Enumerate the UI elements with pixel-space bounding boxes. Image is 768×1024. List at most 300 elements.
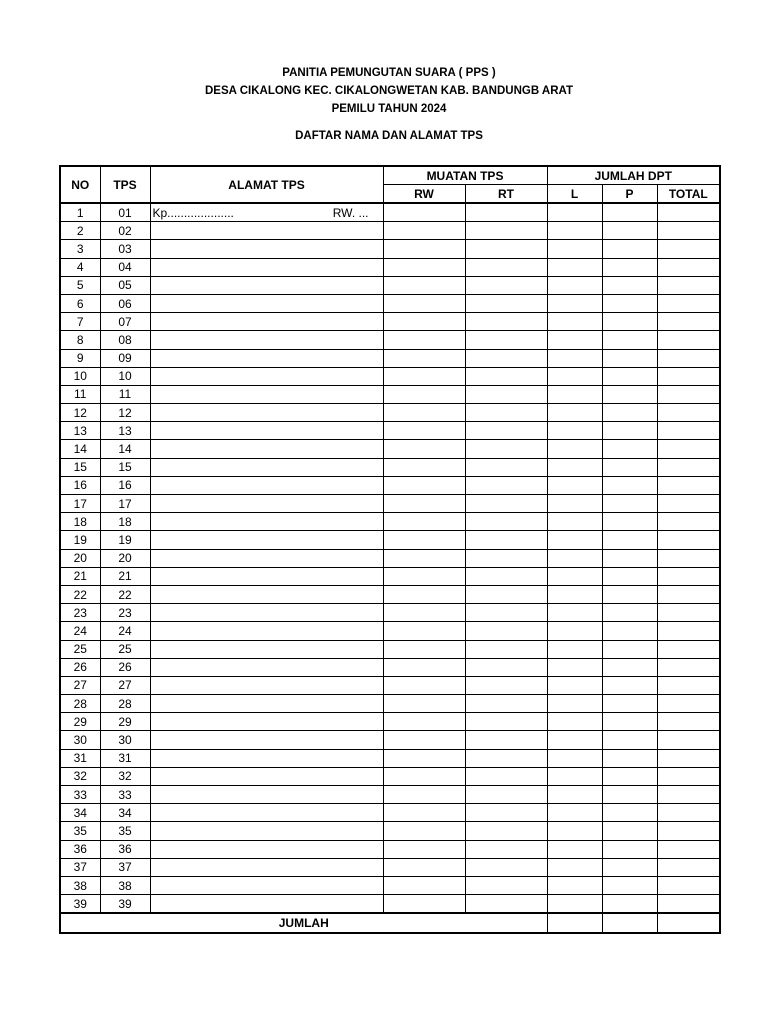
row-no: 23 xyxy=(60,604,100,622)
row-rw-cell[interactable] xyxy=(383,531,465,549)
row-l-cell[interactable] xyxy=(547,222,602,240)
row-total-cell[interactable] xyxy=(657,203,720,222)
row-l-cell[interactable] xyxy=(547,804,602,822)
row-rt-cell[interactable] xyxy=(465,313,547,331)
row-total-cell[interactable] xyxy=(657,476,720,494)
row-alamat-cell[interactable] xyxy=(150,531,383,549)
row-rt-cell[interactable] xyxy=(465,549,547,567)
footer-total-cell[interactable] xyxy=(657,913,720,933)
row-l-cell[interactable] xyxy=(547,476,602,494)
row-rw-cell[interactable] xyxy=(383,858,465,876)
row-p-cell[interactable] xyxy=(602,458,657,476)
row-no: 34 xyxy=(60,804,100,822)
row-rt-cell[interactable] xyxy=(465,822,547,840)
row-l-cell[interactable] xyxy=(547,840,602,858)
row-alamat-cell[interactable] xyxy=(150,567,383,585)
row-l-cell[interactable] xyxy=(547,767,602,785)
row-tps: 22 xyxy=(100,585,150,603)
row-rw-cell[interactable] xyxy=(383,658,465,676)
row-alamat-cell[interactable] xyxy=(150,895,383,914)
table-row xyxy=(60,585,720,603)
row-total-cell[interactable] xyxy=(657,385,720,403)
row-no: 28 xyxy=(60,695,100,713)
row-total-cell[interactable] xyxy=(657,513,720,531)
row-p-cell[interactable] xyxy=(602,531,657,549)
row-alamat-cell[interactable] xyxy=(150,240,383,258)
row-no: 15 xyxy=(60,458,100,476)
row-rw-cell[interactable] xyxy=(383,604,465,622)
row-tps: 35 xyxy=(100,822,150,840)
row-p-cell[interactable] xyxy=(602,331,657,349)
row-rw-cell[interactable] xyxy=(383,840,465,858)
row-l-cell[interactable] xyxy=(547,604,602,622)
table-row xyxy=(60,658,720,676)
row-total-cell[interactable] xyxy=(657,458,720,476)
row-l-cell[interactable] xyxy=(547,513,602,531)
row-alamat-cell[interactable] xyxy=(150,749,383,767)
row-alamat-cell[interactable] xyxy=(150,495,383,513)
row-p-cell[interactable] xyxy=(602,440,657,458)
row-l-cell[interactable] xyxy=(547,786,602,804)
row-rt-cell[interactable] xyxy=(465,876,547,894)
row-rw-cell[interactable] xyxy=(383,804,465,822)
row-alamat-cell[interactable] xyxy=(150,804,383,822)
row-l-cell[interactable] xyxy=(547,549,602,567)
row-rt-cell[interactable] xyxy=(465,440,547,458)
row-p-cell[interactable] xyxy=(602,313,657,331)
row-alamat-cell[interactable] xyxy=(150,658,383,676)
row-l-cell[interactable] xyxy=(547,622,602,640)
row-rw-cell[interactable] xyxy=(383,404,465,422)
row-rt-cell[interactable] xyxy=(465,367,547,385)
row-p-cell[interactable] xyxy=(602,585,657,603)
row-rw-cell[interactable] xyxy=(383,876,465,894)
row-total-cell[interactable] xyxy=(657,222,720,240)
row-p-cell[interactable] xyxy=(602,658,657,676)
row-tps: 24 xyxy=(100,622,150,640)
row-rt-cell[interactable] xyxy=(465,222,547,240)
row-rt-cell[interactable] xyxy=(465,658,547,676)
row-total-cell[interactable] xyxy=(657,640,720,658)
row-l-cell[interactable] xyxy=(547,749,602,767)
table-row xyxy=(60,240,720,258)
row-p-cell[interactable] xyxy=(602,840,657,858)
row-rt-cell[interactable] xyxy=(465,622,547,640)
row-p-cell[interactable] xyxy=(602,203,657,222)
row-alamat-cell[interactable] xyxy=(150,367,383,385)
row-alamat-cell[interactable] xyxy=(150,422,383,440)
row-rw-cell[interactable] xyxy=(383,513,465,531)
row-rt-cell[interactable] xyxy=(465,676,547,694)
row-rw-cell[interactable] xyxy=(383,676,465,694)
row-rt-cell[interactable] xyxy=(465,349,547,367)
row-rw-cell[interactable] xyxy=(383,422,465,440)
row-alamat-cell[interactable] xyxy=(150,622,383,640)
row-rw-cell[interactable] xyxy=(383,240,465,258)
row-rw-cell[interactable] xyxy=(383,640,465,658)
row-p-cell[interactable] xyxy=(602,476,657,494)
row-l-cell[interactable] xyxy=(547,458,602,476)
row-tps: 09 xyxy=(100,349,150,367)
row-rt-cell[interactable] xyxy=(465,476,547,494)
row-p-cell[interactable] xyxy=(602,713,657,731)
row-l-cell[interactable] xyxy=(547,367,602,385)
row-total-cell[interactable] xyxy=(657,585,720,603)
table-row xyxy=(60,422,720,440)
row-rt-cell[interactable] xyxy=(465,495,547,513)
address-rw-placeholder: RW. ... xyxy=(332,205,369,220)
row-total-cell[interactable] xyxy=(657,622,720,640)
row-total-cell[interactable] xyxy=(657,804,720,822)
row-l-cell[interactable] xyxy=(547,276,602,294)
row-total-cell[interactable] xyxy=(657,240,720,258)
row-total-cell[interactable] xyxy=(657,404,720,422)
row-alamat-cell[interactable] xyxy=(150,767,383,785)
row-l-cell[interactable] xyxy=(547,404,602,422)
table-row xyxy=(60,385,720,403)
row-total-cell[interactable] xyxy=(657,876,720,894)
row-p-cell[interactable] xyxy=(602,385,657,403)
row-rw-cell[interactable] xyxy=(383,567,465,585)
row-rt-cell[interactable] xyxy=(465,258,547,276)
row-l-cell[interactable] xyxy=(547,349,602,367)
row-rt-cell[interactable] xyxy=(465,858,547,876)
row-alamat-cell[interactable] xyxy=(150,440,383,458)
row-rt-cell[interactable] xyxy=(465,422,547,440)
row-rw-cell[interactable] xyxy=(383,349,465,367)
table-row xyxy=(60,203,720,222)
row-p-cell[interactable] xyxy=(602,422,657,440)
row-total-cell[interactable] xyxy=(657,331,720,349)
row-rw-cell[interactable] xyxy=(383,385,465,403)
row-l-cell[interactable] xyxy=(547,695,602,713)
row-no: 37 xyxy=(60,858,100,876)
row-l-cell[interactable] xyxy=(547,858,602,876)
row-alamat-cell[interactable] xyxy=(150,713,383,731)
row-total-cell[interactable] xyxy=(657,531,720,549)
row-no: 30 xyxy=(60,731,100,749)
row-p-cell[interactable] xyxy=(602,895,657,914)
row-tps: 23 xyxy=(100,604,150,622)
row-alamat-cell[interactable] xyxy=(150,476,383,494)
row-p-cell[interactable] xyxy=(602,567,657,585)
row-alamat-cell[interactable] xyxy=(150,294,383,312)
row-l-cell[interactable] xyxy=(547,385,602,403)
row-l-cell[interactable] xyxy=(547,240,602,258)
row-tps: 15 xyxy=(100,458,150,476)
row-rt-cell[interactable] xyxy=(465,203,547,222)
row-p-cell[interactable] xyxy=(602,876,657,894)
row-alamat-cell[interactable] xyxy=(150,331,383,349)
row-p-cell[interactable] xyxy=(602,495,657,513)
row-rt-cell[interactable] xyxy=(465,895,547,914)
row-rw-cell[interactable] xyxy=(383,585,465,603)
footer-jumlah-label: JUMLAH xyxy=(60,913,547,933)
row-tps: 21 xyxy=(100,567,150,585)
row-rw-cell[interactable] xyxy=(383,458,465,476)
row-l-cell[interactable] xyxy=(547,440,602,458)
row-rt-cell[interactable] xyxy=(465,640,547,658)
row-rw-cell[interactable] xyxy=(383,203,465,222)
row-tps: 13 xyxy=(100,422,150,440)
row-rt-cell[interactable] xyxy=(465,767,547,785)
row-tps: 28 xyxy=(100,695,150,713)
row-rt-cell[interactable] xyxy=(465,786,547,804)
row-rt-cell[interactable] xyxy=(465,385,547,403)
row-no: 33 xyxy=(60,786,100,804)
row-total-cell[interactable] xyxy=(657,767,720,785)
row-l-cell[interactable] xyxy=(547,676,602,694)
row-tps: 31 xyxy=(100,749,150,767)
row-p-cell[interactable] xyxy=(602,822,657,840)
row-no: 9 xyxy=(60,349,100,367)
row-rw-cell[interactable] xyxy=(383,222,465,240)
row-total-cell[interactable] xyxy=(657,858,720,876)
row-alamat-cell[interactable] xyxy=(150,458,383,476)
row-alamat-cell[interactable] xyxy=(150,276,383,294)
row-rt-cell[interactable] xyxy=(465,294,547,312)
row-alamat-cell[interactable] xyxy=(150,385,383,403)
row-total-cell[interactable] xyxy=(657,367,720,385)
row-l-cell[interactable] xyxy=(547,822,602,840)
row-rt-cell[interactable] xyxy=(465,840,547,858)
row-alamat-cell[interactable] xyxy=(150,676,383,694)
row-alamat-cell[interactable] xyxy=(150,695,383,713)
row-rt-cell[interactable] xyxy=(465,240,547,258)
row-no: 38 xyxy=(60,876,100,894)
row-p-cell[interactable] xyxy=(602,240,657,258)
row-rw-cell[interactable] xyxy=(383,294,465,312)
row-no: 3 xyxy=(60,240,100,258)
row-p-cell[interactable] xyxy=(602,294,657,312)
row-p-cell[interactable] xyxy=(602,222,657,240)
row-total-cell[interactable] xyxy=(657,895,720,914)
row-total-cell[interactable] xyxy=(657,658,720,676)
row-alamat-cell[interactable] xyxy=(150,822,383,840)
table-row xyxy=(60,695,720,713)
row-l-cell[interactable] xyxy=(547,585,602,603)
row-rw-cell[interactable] xyxy=(383,440,465,458)
header-alamat: ALAMAT TPS xyxy=(150,166,383,203)
footer-l-cell[interactable] xyxy=(547,913,602,933)
row-alamat-cell[interactable] xyxy=(150,513,383,531)
row-l-cell[interactable] xyxy=(547,294,602,312)
row-rw-cell[interactable] xyxy=(383,695,465,713)
row-p-cell[interactable] xyxy=(602,349,657,367)
row-l-cell[interactable] xyxy=(547,713,602,731)
row-rw-cell[interactable] xyxy=(383,713,465,731)
row-rw-cell[interactable] xyxy=(383,786,465,804)
row-no: 21 xyxy=(60,567,100,585)
row-alamat-cell[interactable] xyxy=(150,858,383,876)
row-p-cell[interactable] xyxy=(602,640,657,658)
row-total-cell[interactable] xyxy=(657,549,720,567)
row-l-cell[interactable] xyxy=(547,567,602,585)
row-p-cell[interactable] xyxy=(602,367,657,385)
row-l-cell[interactable] xyxy=(547,422,602,440)
row-rw-cell[interactable] xyxy=(383,495,465,513)
table-row xyxy=(60,531,720,549)
row-rw-cell[interactable] xyxy=(383,313,465,331)
row-l-cell[interactable] xyxy=(547,331,602,349)
row-no: 39 xyxy=(60,895,100,914)
row-p-cell[interactable] xyxy=(602,258,657,276)
row-total-cell[interactable] xyxy=(657,604,720,622)
row-total-cell[interactable] xyxy=(657,731,720,749)
row-p-cell[interactable] xyxy=(602,804,657,822)
row-rt-cell[interactable] xyxy=(465,585,547,603)
row-rt-cell[interactable] xyxy=(465,513,547,531)
row-rw-cell[interactable] xyxy=(383,331,465,349)
row-no: 26 xyxy=(60,658,100,676)
table-row xyxy=(60,276,720,294)
row-tps: 16 xyxy=(100,476,150,494)
row-p-cell[interactable] xyxy=(602,858,657,876)
row-p-cell[interactable] xyxy=(602,767,657,785)
row-total-cell[interactable] xyxy=(657,567,720,585)
row-rt-cell[interactable] xyxy=(465,804,547,822)
row-total-cell[interactable] xyxy=(657,313,720,331)
row-total-cell[interactable] xyxy=(657,294,720,312)
row-total-cell[interactable] xyxy=(657,422,720,440)
row-l-cell[interactable] xyxy=(547,640,602,658)
row-total-cell[interactable] xyxy=(657,695,720,713)
row-rt-cell[interactable] xyxy=(465,276,547,294)
row-rw-cell[interactable] xyxy=(383,731,465,749)
row-rw-cell[interactable] xyxy=(383,767,465,785)
row-rt-cell[interactable] xyxy=(465,731,547,749)
header-l: L xyxy=(547,185,602,204)
row-l-cell[interactable] xyxy=(547,876,602,894)
header-jumlah-dpt: JUMLAH DPT xyxy=(547,166,720,185)
row-no: 13 xyxy=(60,422,100,440)
row-rt-cell[interactable] xyxy=(465,331,547,349)
row-alamat-cell[interactable] xyxy=(150,258,383,276)
row-total-cell[interactable] xyxy=(657,258,720,276)
header-muatan-tps: MUATAN TPS xyxy=(383,166,547,185)
row-alamat-cell[interactable] xyxy=(150,203,383,222)
row-p-cell[interactable] xyxy=(602,513,657,531)
table-row xyxy=(60,549,720,567)
row-rw-cell[interactable] xyxy=(383,822,465,840)
row-alamat-cell[interactable] xyxy=(150,349,383,367)
row-rt-cell[interactable] xyxy=(465,604,547,622)
row-no: 31 xyxy=(60,749,100,767)
row-alamat-cell[interactable] xyxy=(150,731,383,749)
row-rt-cell[interactable] xyxy=(465,458,547,476)
row-rw-cell[interactable] xyxy=(383,367,465,385)
row-l-cell[interactable] xyxy=(547,313,602,331)
row-rt-cell[interactable] xyxy=(465,531,547,549)
row-rt-cell[interactable] xyxy=(465,713,547,731)
row-total-cell[interactable] xyxy=(657,276,720,294)
row-rw-cell[interactable] xyxy=(383,622,465,640)
row-total-cell[interactable] xyxy=(657,349,720,367)
row-alamat-cell[interactable] xyxy=(150,404,383,422)
row-rw-cell[interactable] xyxy=(383,549,465,567)
row-p-cell[interactable] xyxy=(602,276,657,294)
row-total-cell[interactable] xyxy=(657,713,720,731)
row-total-cell[interactable] xyxy=(657,495,720,513)
row-alamat-cell[interactable] xyxy=(150,604,383,622)
row-alamat-cell[interactable] xyxy=(150,640,383,658)
row-tps: 27 xyxy=(100,676,150,694)
row-tps: 04 xyxy=(100,258,150,276)
row-rw-cell[interactable] xyxy=(383,895,465,914)
row-tps: 33 xyxy=(100,786,150,804)
row-rw-cell[interactable] xyxy=(383,749,465,767)
row-total-cell[interactable] xyxy=(657,786,720,804)
row-alamat-cell[interactable] xyxy=(150,840,383,858)
row-total-cell[interactable] xyxy=(657,749,720,767)
row-rt-cell[interactable] xyxy=(465,695,547,713)
table-row xyxy=(60,440,720,458)
row-tps: 08 xyxy=(100,331,150,349)
row-rt-cell[interactable] xyxy=(465,404,547,422)
row-total-cell[interactable] xyxy=(657,840,720,858)
row-alamat-cell[interactable] xyxy=(150,876,383,894)
row-alamat-cell[interactable] xyxy=(150,549,383,567)
row-l-cell[interactable] xyxy=(547,495,602,513)
row-p-cell[interactable] xyxy=(602,604,657,622)
row-rw-cell[interactable] xyxy=(383,476,465,494)
row-p-cell[interactable] xyxy=(602,676,657,694)
tps-table-body xyxy=(60,203,720,913)
row-l-cell[interactable] xyxy=(547,531,602,549)
row-alamat-cell[interactable] xyxy=(150,585,383,603)
row-rw-cell[interactable] xyxy=(383,258,465,276)
table-row xyxy=(60,840,720,858)
village-district-title: DESA CIKALONG KEC. CIKALONGWETAN KAB. BANDUNGB ARAT xyxy=(205,85,573,97)
table-row xyxy=(60,676,720,694)
table-row xyxy=(60,895,720,914)
row-l-cell[interactable] xyxy=(547,895,602,914)
row-alamat-cell[interactable] xyxy=(150,222,383,240)
table-row xyxy=(60,786,720,804)
row-total-cell[interactable] xyxy=(657,822,720,840)
footer-p-cell[interactable] xyxy=(602,913,657,933)
row-no: 27 xyxy=(60,676,100,694)
row-rw-cell[interactable] xyxy=(383,276,465,294)
row-tps: 19 xyxy=(100,531,150,549)
row-p-cell[interactable] xyxy=(602,695,657,713)
row-alamat-cell[interactable] xyxy=(150,313,383,331)
row-alamat-cell[interactable] xyxy=(150,786,383,804)
row-p-cell[interactable] xyxy=(602,549,657,567)
row-l-cell[interactable] xyxy=(547,731,602,749)
row-no: 35 xyxy=(60,822,100,840)
row-p-cell[interactable] xyxy=(602,731,657,749)
header-total: TOTAL xyxy=(657,185,720,204)
row-l-cell[interactable] xyxy=(547,658,602,676)
row-rt-cell[interactable] xyxy=(465,749,547,767)
row-no: 12 xyxy=(60,404,100,422)
table-row xyxy=(60,222,720,240)
row-total-cell[interactable] xyxy=(657,676,720,694)
row-p-cell[interactable] xyxy=(602,786,657,804)
row-p-cell[interactable] xyxy=(602,749,657,767)
row-l-cell[interactable] xyxy=(547,258,602,276)
tps-table xyxy=(59,165,721,934)
row-p-cell[interactable] xyxy=(602,404,657,422)
row-rt-cell[interactable] xyxy=(465,567,547,585)
row-p-cell[interactable] xyxy=(602,622,657,640)
row-total-cell[interactable] xyxy=(657,440,720,458)
row-no: 6 xyxy=(60,294,100,312)
row-l-cell[interactable] xyxy=(547,203,602,222)
row-no: 2 xyxy=(60,222,100,240)
row-tps: 18 xyxy=(100,513,150,531)
